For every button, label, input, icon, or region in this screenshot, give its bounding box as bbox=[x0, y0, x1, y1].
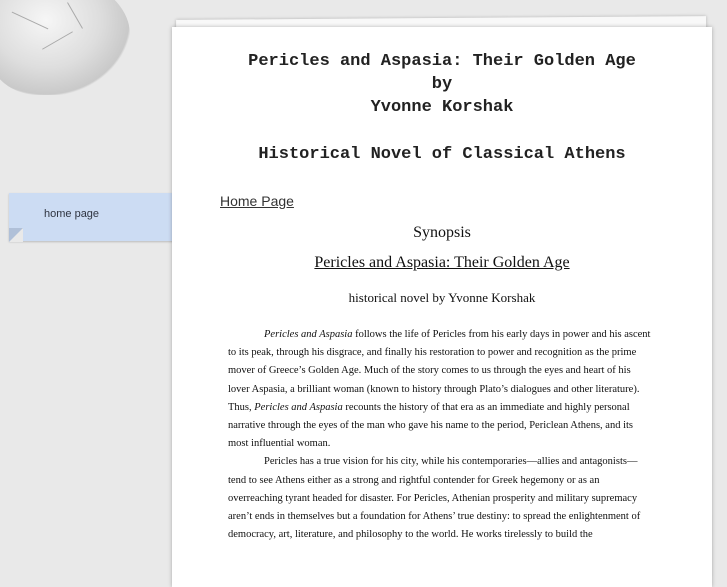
site-subtitle: Historical Novel of Classical Athens bbox=[258, 145, 626, 164]
crumpled-paper-decoration bbox=[0, 0, 130, 95]
page-heading: Synopsis bbox=[413, 224, 471, 241]
synopsis-body bbox=[228, 326, 652, 544]
sidebar-fold-decoration bbox=[9, 228, 23, 242]
site-title-by: by bbox=[431, 75, 453, 94]
paragraph-1-text-a: follows the life of Pericles from his early days in power and his ascent to its peak, through his disgrace, and finally his restoration to power and recognition as the prime mover of Greece’s Golden Age. Much of the story comes to us through the eyes and heart of his lover Aspasia, a brilliant woman (known to history through Plato’s dialogues and other literature). Thus, bbox=[228, 329, 651, 413]
paragraph-1-mid-italic: Pericles and Aspasia bbox=[254, 401, 343, 413]
sidebar-item-home-page[interactable]: home page bbox=[44, 208, 100, 220]
synopsis-paragraph-2: Pericles has a true vision for his city, while his contemporaries—allies and antagonists—tend to see Athens either as a strong and rightful contender for Greek hegemony or as an overreaching tyrant headed for disaster. For Pericles, Athenian prosperity and military supremacy aren’t ends in themselves but a foundation for Athens’ true destiny: to spread the enlightenment of democracy, art, literature, and philosophy to the world. He works tirelessly to build the bbox=[228, 456, 641, 541]
sidebar-nav bbox=[9, 193, 191, 241]
book-title: Pericles and Aspasia: Their Golden Age bbox=[314, 254, 570, 271]
home-page-link[interactable]: Home Page bbox=[220, 193, 294, 209]
synopsis-paragraph-1 bbox=[228, 326, 652, 453]
site-author: Yvonne Korshak bbox=[370, 98, 514, 117]
site-title: Pericles and Aspasia: Their Golden Age bbox=[248, 52, 636, 71]
paragraph-1-text-b: recounts the history of that era as an immediate and highly personal narrative through the eyes of the man who gave his name to the period, Periclean Athens, and its most influential woman. bbox=[228, 401, 634, 450]
paragraph-1-lead-italic: Pericles and Aspasia bbox=[264, 329, 353, 340]
byline: historical novel by Yvonne Korshak bbox=[348, 290, 536, 305]
